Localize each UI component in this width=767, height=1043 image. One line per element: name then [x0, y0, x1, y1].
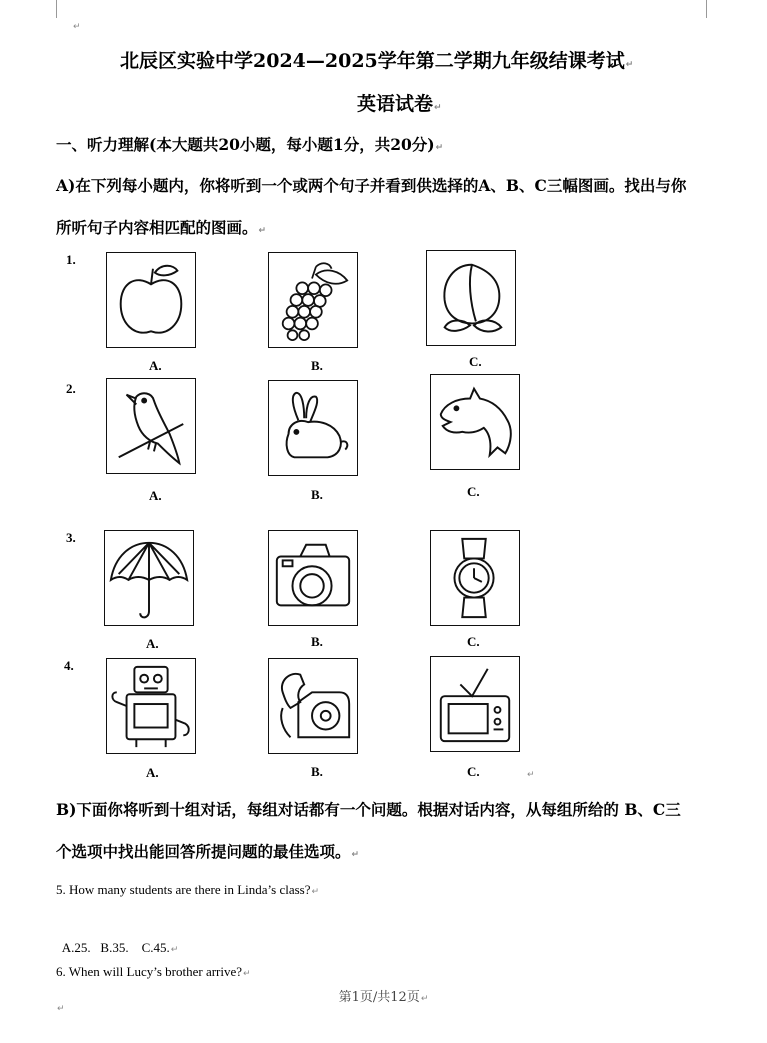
option-1b: B.	[311, 358, 323, 373]
option-4b: B.	[311, 764, 323, 779]
question-number-2: 2.	[66, 381, 76, 396]
margin-mark-left	[56, 0, 57, 18]
part-b-instruction-2	[56, 840, 359, 862]
option-2b: B.	[311, 487, 323, 502]
part-a-instruction-1: A)在下列每小题内，你将听到一个或两个句子并看到供选择的A、B、C三幅图画。找出与你	[56, 176, 687, 195]
page-footer	[0, 986, 767, 1005]
document-subtitle	[357, 89, 442, 116]
paragraph-mark: ↵	[435, 143, 444, 153]
section-heading	[56, 133, 443, 155]
part-b-instruction-2-text: 个选项中找出能回答所提问题的最佳选项。	[56, 842, 351, 861]
question-number-1: 1.	[66, 252, 76, 267]
option-1a: A.	[149, 358, 162, 373]
question-number-3: 3.	[66, 530, 76, 545]
telephone-icon	[268, 658, 358, 754]
television-icon	[430, 656, 520, 752]
apple-icon	[106, 252, 196, 348]
paragraph-mark: ↵	[625, 60, 634, 70]
paragraph-mark: ↵	[420, 994, 429, 1004]
option-4c: C.	[467, 764, 480, 779]
peach-icon	[426, 250, 516, 346]
question-6-text: 6. When will Lucy’s brother arrive?	[56, 964, 243, 979]
paragraph-mark: ↵	[311, 887, 320, 897]
question-5-text: 5. How many students are there in Linda’s class?	[56, 882, 311, 897]
option-3a: A.	[146, 636, 159, 651]
watch-icon	[430, 530, 520, 626]
paragraph-mark: ↵	[170, 945, 179, 955]
paragraph-mark: ↵	[258, 226, 267, 236]
part-b-instruction-1: B)下面你将听到十组对话，每组对话都有一个问题。根据对话内容，从每组所给的 B、C三	[56, 800, 681, 819]
question-5-options	[56, 924, 178, 956]
option-3b: B.	[311, 634, 323, 649]
robot-icon	[106, 658, 196, 754]
grapes-icon	[268, 252, 358, 348]
paragraph-mark: ↵	[73, 22, 81, 32]
option-1c: C.	[469, 354, 482, 369]
umbrella-icon	[104, 530, 194, 626]
option-4a: A.	[146, 765, 159, 780]
part-a-instruction-2-text: 所听句子内容相匹配的图画。	[56, 218, 258, 237]
dolphin-icon	[430, 374, 520, 470]
margin-mark-right	[706, 0, 707, 18]
rabbit-icon	[268, 380, 358, 476]
section-heading-text: 一、听力理解(本大题共20小题，每小题1分，共20分)	[56, 135, 435, 154]
bird-icon	[106, 378, 196, 474]
question-5	[56, 882, 319, 898]
question-5-options-text: A.25. B.35. C.45.	[61, 940, 170, 955]
question-6	[56, 964, 251, 980]
document-title	[120, 46, 633, 73]
paragraph-mark: ↵	[243, 969, 251, 979]
title-line-1: 北辰区实验中学2024—2025学年第二学期九年级结课考试	[120, 50, 625, 72]
paragraph-mark: ↵	[57, 1004, 65, 1014]
paragraph-mark: ↵	[434, 103, 442, 113]
paragraph-mark: ↵	[527, 770, 535, 780]
option-3c: C.	[467, 634, 480, 649]
option-2c: C.	[467, 484, 480, 499]
camera-icon	[268, 530, 358, 626]
part-a-instruction-2	[56, 216, 266, 238]
page-number: 第1页/共12页	[338, 990, 420, 1005]
option-2a: A.	[149, 488, 162, 503]
question-number-4: 4.	[64, 658, 74, 673]
paragraph-mark: ↵	[351, 850, 360, 860]
title-line-2: 英语试卷	[357, 93, 434, 115]
